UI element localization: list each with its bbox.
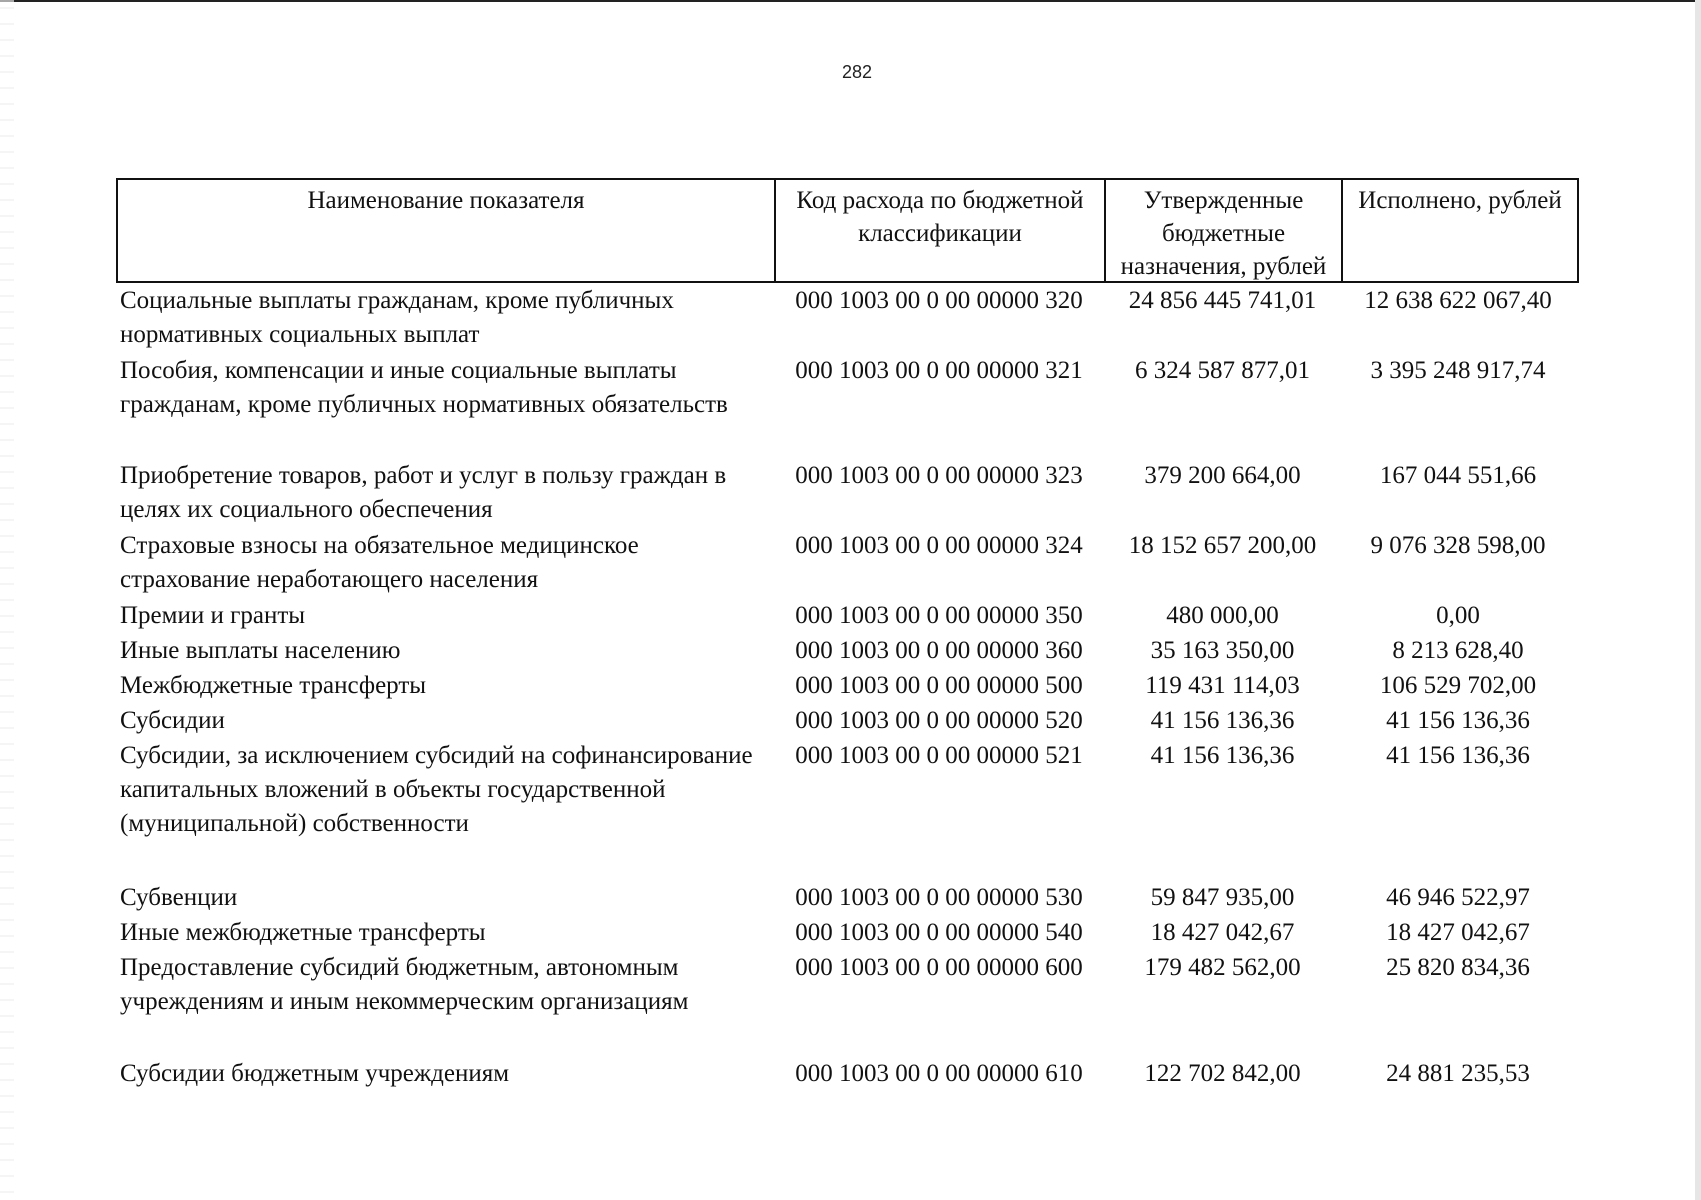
row-done: 24 881 235,53 bbox=[1386, 1060, 1530, 1087]
row-code: 000 1003 00 0 00 00000 320 bbox=[795, 287, 1083, 314]
row-plan: 480 000,00 bbox=[1166, 602, 1279, 629]
row-name: Предоставление субсидий бюджетным, автономным учреждениям и иным некоммерческим организациям bbox=[120, 954, 689, 1015]
row-code: 000 1003 00 0 00 00000 610 bbox=[795, 1060, 1083, 1087]
row-name: Субсидии bbox=[120, 707, 225, 734]
row-name: Межбюджетные трансферты bbox=[120, 672, 427, 699]
row-code: 000 1003 00 0 00 00000 321 bbox=[795, 357, 1083, 384]
row-name: Субсидии бюджетным учреждениям bbox=[120, 1060, 510, 1087]
table-body bbox=[116, 284, 1579, 1092]
header-code: Код расхода по бюджетной классификации bbox=[776, 180, 1106, 281]
row-name: Субвенции bbox=[120, 884, 238, 911]
row-name: Иные межбюджетные трансферты bbox=[120, 919, 486, 946]
header-plan: Утвержденные бюджетные назначения, рублей bbox=[1106, 180, 1343, 281]
row-done: 12 638 622 067,40 bbox=[1364, 287, 1552, 314]
row-plan: 179 482 562,00 bbox=[1144, 954, 1301, 981]
row-done: 167 044 551,66 bbox=[1379, 462, 1537, 489]
row-name: Социальные выплаты гражданам, кроме публичных нормативных социальных выплат bbox=[120, 287, 674, 348]
row-name: Пособия, компенсации и иные социальные выплаты гражданам, кроме публичных нормативных обязательств bbox=[120, 357, 728, 418]
row-name: Субсидии, за исключением субсидий на софинансирование капитальных вложений в объекты государственной (муниципальной) собственности bbox=[120, 742, 753, 837]
row-done: 3 395 248 917,74 bbox=[1370, 357, 1546, 384]
row-code: 000 1003 00 0 00 00000 521 bbox=[795, 742, 1083, 769]
top-border-line bbox=[0, 0, 1701, 2]
row-done: 25 820 834,36 bbox=[1386, 954, 1530, 981]
table-row bbox=[116, 599, 1579, 634]
row-plan: 379 200 664,00 bbox=[1144, 462, 1301, 489]
row-plan: 59 847 935,00 bbox=[1150, 884, 1295, 911]
row-done: 106 529 702,00 bbox=[1379, 672, 1537, 699]
row-plan: 41 156 136,36 bbox=[1150, 707, 1295, 734]
row-name: Иные выплаты населению bbox=[120, 637, 401, 664]
row-plan: 18 427 042,67 bbox=[1150, 919, 1295, 946]
row-code: 000 1003 00 0 00 00000 324 bbox=[795, 532, 1083, 559]
row-plan: 6 324 587 877,01 bbox=[1135, 357, 1310, 384]
row-done: 41 156 136,36 bbox=[1386, 707, 1530, 734]
table-row bbox=[116, 881, 1579, 916]
row-done: 9 076 328 598,00 bbox=[1370, 532, 1546, 559]
row-code: 000 1003 00 0 00 00000 520 bbox=[795, 707, 1083, 734]
row-code: 000 1003 00 0 00 00000 360 bbox=[795, 637, 1083, 664]
row-done: 8 213 628,40 bbox=[1392, 637, 1524, 664]
table-row bbox=[116, 704, 1579, 739]
table-row bbox=[116, 739, 1579, 881]
row-name: Премии и гранты bbox=[120, 602, 306, 629]
page-number: 282 bbox=[841, 62, 873, 82]
row-plan: 24 856 445 741,01 bbox=[1128, 287, 1317, 314]
row-code: 000 1003 00 0 00 00000 600 bbox=[795, 954, 1083, 981]
table-row bbox=[116, 459, 1579, 529]
scan-edge-right bbox=[1695, 0, 1701, 1200]
header-done: Исполнено, рублей bbox=[1358, 187, 1562, 214]
row-code: 000 1003 00 0 00 00000 540 bbox=[795, 919, 1083, 946]
table-row bbox=[116, 1057, 1579, 1092]
row-code: 000 1003 00 0 00 00000 530 bbox=[795, 884, 1083, 911]
table-header bbox=[116, 178, 1579, 283]
row-code: 000 1003 00 0 00 00000 500 bbox=[795, 672, 1083, 699]
table-row bbox=[116, 916, 1579, 951]
table-row bbox=[116, 284, 1579, 354]
row-code: 000 1003 00 0 00 00000 350 bbox=[795, 602, 1083, 629]
row-plan: 122 702 842,00 bbox=[1144, 1060, 1301, 1087]
row-done: 0,00 bbox=[1436, 602, 1480, 629]
table-row bbox=[116, 354, 1579, 459]
table-row bbox=[116, 669, 1579, 704]
row-code: 000 1003 00 0 00 00000 323 bbox=[795, 462, 1083, 489]
header-name: Наименование показателя bbox=[118, 180, 776, 281]
row-name: Страховые взносы на обязательное медицинское страхование неработающего населения bbox=[120, 532, 639, 593]
row-plan: 18 152 657 200,00 bbox=[1128, 532, 1317, 559]
row-name: Приобретение товаров, работ и услуг в пользу граждан в целях их социального обеспечения bbox=[120, 462, 727, 523]
row-plan: 119 431 114,03 bbox=[1145, 672, 1300, 699]
table-row bbox=[116, 634, 1579, 669]
row-done: 41 156 136,36 bbox=[1386, 742, 1530, 769]
table-row bbox=[116, 951, 1579, 1057]
scan-edge-left bbox=[0, 0, 14, 1200]
row-plan: 41 156 136,36 bbox=[1150, 742, 1295, 769]
row-done: 46 946 522,97 bbox=[1386, 884, 1530, 911]
row-plan: 35 163 350,00 bbox=[1150, 637, 1295, 664]
row-done: 18 427 042,67 bbox=[1386, 919, 1530, 946]
table-row bbox=[116, 529, 1579, 599]
